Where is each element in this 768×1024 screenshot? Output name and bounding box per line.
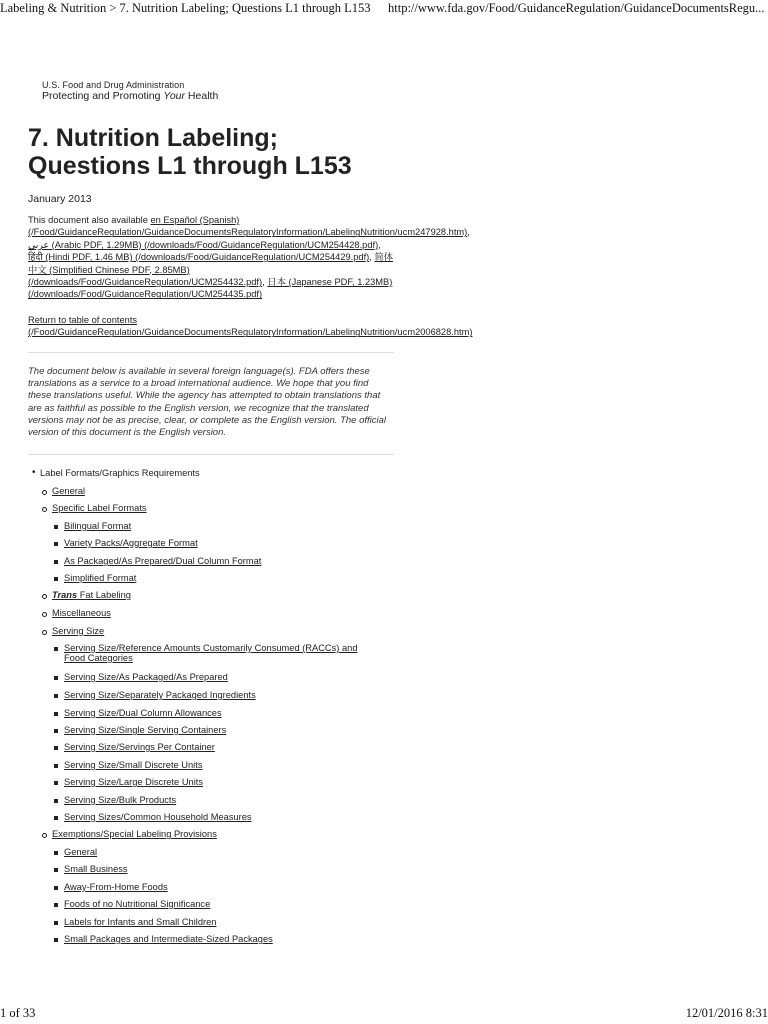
- toc-simplified[interactable]: Simplified Format: [64, 573, 137, 583]
- divider: [28, 454, 394, 455]
- return-toc-link[interactable]: Return to table of contents (/Food/GuidanceRegulation/GuidanceDocumentsRegulatoryInformation/LabelingNutrition/ucm2006828.htm): [28, 315, 473, 338]
- toc-miscellaneous[interactable]: Miscellaneous: [52, 608, 111, 618]
- availability-prefix: This document also available: [28, 215, 151, 225]
- toc-serving-size[interactable]: Serving Size: [52, 626, 105, 636]
- translation-notice: The document below is available in several foreign language(s). FDA offers these translations as a service to a broad international audience. We hope that you find these translations useful. While the agency has attempted to obtain translations that are as faithful as possible to the English version, we recognize that the translated versions may not be as precise, clear, or complete as the English version. The official version of this document is the English version.: [28, 366, 387, 439]
- link-spanish[interactable]: en Español (Spanish) (/Food/GuidanceRegulation/GuidanceDocumentsRegulatoryInformation/LabelingNutrition/ucm247928.htm): [28, 215, 468, 238]
- toc-ss-dual[interactable]: Serving Size/Dual Column Allowances: [64, 708, 222, 718]
- toc-ss-large[interactable]: Serving Size/Large Discrete Units: [64, 777, 203, 787]
- return-to-toc: [28, 314, 473, 339]
- toc-ex-small-business[interactable]: Small Business: [64, 864, 128, 874]
- page-number: 1 of 33: [0, 1006, 36, 1020]
- link-japanese[interactable]: 日本 (Japanese PDF, 1.23MB) (/downloads/Food/GuidanceRegulation/UCM254435.pdf): [28, 277, 393, 300]
- toc-ex-no-nutrition[interactable]: Foods of no Nutritional Significance: [64, 899, 211, 909]
- toc-ex-small-packages[interactable]: Small Packages and Intermediate-Sized Packages: [64, 934, 273, 944]
- page-title: 7. Nutrition Labeling; Questions L1 through L153: [28, 124, 352, 180]
- toc-ex-general[interactable]: General: [64, 847, 98, 857]
- print-datetime: 12/01/2016 8:31: [685, 1006, 768, 1020]
- agency-name: U.S. Food and Drug Administration: [42, 80, 185, 90]
- link-hindi[interactable]: हिंदी (Hindi PDF, 1.46 MB) (/downloads/Food/GuidanceRegulation/UCM254429.pdf): [28, 252, 370, 263]
- print-page-title: Labeling & Nutrition > 7. Nutrition Labeling; Questions L1 through L153: [0, 1, 371, 15]
- toc-ss-as-prepared[interactable]: Serving Size/As Packaged/As Prepared: [64, 672, 228, 682]
- toc-general[interactable]: General: [52, 486, 86, 496]
- toc-trans-fat[interactable]: Trans Fat Labeling: [52, 590, 131, 600]
- toc-ss-bulk[interactable]: Serving Size/Bulk Products: [64, 795, 177, 805]
- toc-ss-separately[interactable]: Serving Size/Separately Packaged Ingredients: [64, 690, 256, 700]
- toc-exemptions[interactable]: Exemptions/Special Labeling Provisions: [52, 829, 217, 839]
- link-chinese[interactable]: 简体中文 (Simplified Chinese PDF, 2.85MB) (/downloads/Food/GuidanceRegulation/UCM254432.pdf): [28, 252, 394, 288]
- print-footer: [0, 1004, 768, 1024]
- print-page-url: http://www.fda.gov/Food/GuidanceRegulation/GuidanceDocumentsRegu...: [388, 1, 765, 15]
- print-header: [0, 0, 768, 18]
- toc-ss-small[interactable]: Serving Size/Small Discrete Units: [64, 760, 203, 770]
- link-arabic[interactable]: عربي (Arabic PDF, 1.29MB) (/downloads/Food/GuidanceRegulation/UCM254428.pdf): [28, 239, 379, 250]
- toc-ss-household[interactable]: Serving Sizes/Common Household Measures: [64, 812, 252, 822]
- toc-label-formats: • Label Formats/Graphics Requirements: [40, 468, 200, 478]
- tagline: Protecting and Promoting Your Health: [42, 90, 219, 102]
- divider: [28, 352, 394, 353]
- availability-paragraph: This document also available en Español (Spanish) (/Food/GuidanceRegulation/GuidanceDocumentsRegulatoryInformation/LabelingNutrition/ucm247928.htm), عربي (Arabic PDF, 1.29MB) (/downloads/Food/GuidanceRegulation/UCM254428.pdf), हिंदी (Hindi PDF, 1.46 MB) (/downloads/Food/GuidanceRegulation/UCM254429.pdf), 简体中文 (Simplified Chinese PDF, 2.85MB) (/downloads/Food/GuidanceRegulation/UCM254432.pdf), 日本 (Japanese PDF, 1.23MB) (/downloads/Food/GuidanceRegulation/UCM254435.pdf): [28, 215, 470, 300]
- toc-variety-packs[interactable]: Variety Packs/Aggregate Format: [64, 538, 198, 548]
- fda-logo[interactable]: [42, 80, 218, 102]
- toc-ss-racc[interactable]: Serving Size/Reference Amounts Customarily Consumed (RACCs) and Food Categories: [64, 643, 358, 663]
- toc-ss-servings[interactable]: Serving Size/Servings Per Container: [64, 742, 215, 752]
- toc-ex-away-from-home[interactable]: Away-From-Home Foods: [64, 882, 168, 892]
- toc-dual-column[interactable]: As Packaged/As Prepared/Dual Column Format: [64, 556, 262, 566]
- toc-specific-formats[interactable]: Specific Label Formats: [52, 503, 147, 513]
- toc-ex-infants[interactable]: Labels for Infants and Small Children: [64, 917, 217, 927]
- toc-bilingual[interactable]: Bilingual Format: [64, 521, 132, 531]
- toc-ss-single[interactable]: Serving Size/Single Serving Containers: [64, 725, 227, 735]
- publish-date: January 2013: [28, 193, 92, 205]
